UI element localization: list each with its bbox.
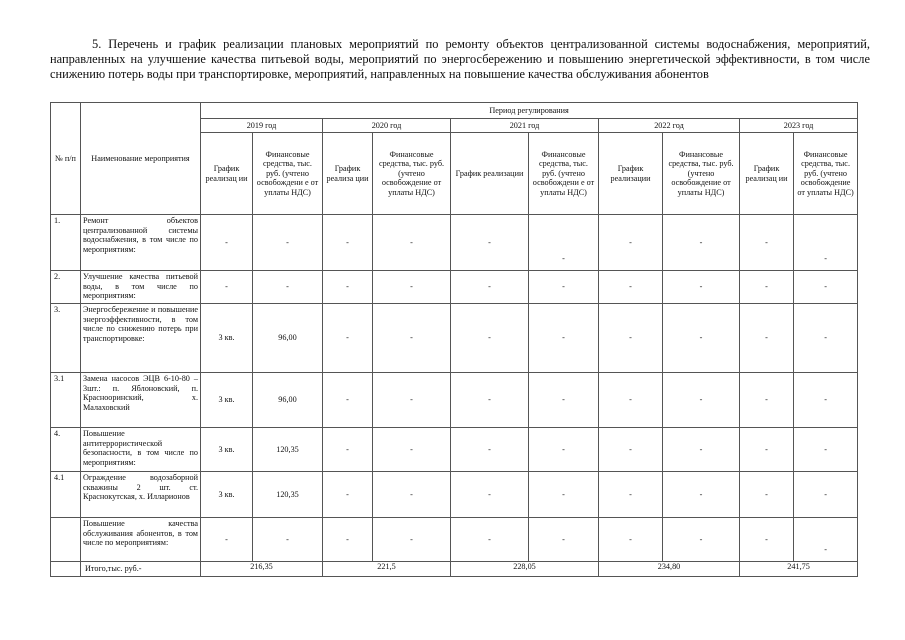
schedule-cell: - xyxy=(201,215,253,271)
table-row xyxy=(51,215,858,271)
finance-cell: - xyxy=(663,215,740,271)
finance-cell: - xyxy=(663,472,740,518)
finance-cell: - xyxy=(529,428,599,472)
finance-cell: - xyxy=(373,428,451,472)
schedule-cell: - xyxy=(323,304,373,373)
schedule-header: График реализации xyxy=(451,133,529,215)
year-header: 2021 год xyxy=(451,119,599,133)
schedule-cell: - xyxy=(740,518,794,562)
finance-cell: - xyxy=(373,271,451,304)
finance-cell: 120,35 xyxy=(253,428,323,472)
row-name: Улучшение качества питьевой воды, в том числе по мероприятиям: xyxy=(81,271,201,304)
schedule-cell: - xyxy=(201,271,253,304)
finance-header: Финансовые средства, тыс. руб. (учтено освобождени е от уплаты НДС) xyxy=(253,133,323,215)
row-number: 4. xyxy=(51,428,81,472)
finance-cell: - xyxy=(794,428,858,472)
finance-cell: - xyxy=(794,373,858,428)
total-value: 216,35 xyxy=(201,562,323,577)
finance-cell: - xyxy=(373,304,451,373)
finance-header: Финансовые средства, тыс. руб. (учтено освобождение от уплаты НДС) xyxy=(663,133,740,215)
plan-table xyxy=(50,102,858,577)
year-header: 2020 год xyxy=(323,119,451,133)
schedule-cell: - xyxy=(451,472,529,518)
col-header-name: Наименование мероприятия xyxy=(81,103,201,215)
table-row xyxy=(51,518,858,562)
row-name: Ремонт объектов централизованной системы водоснабжения, в том числе по мероприятиям: xyxy=(81,215,201,271)
finance-cell: - xyxy=(529,518,599,562)
finance-cell: - xyxy=(663,271,740,304)
schedule-cell: - xyxy=(599,428,663,472)
schedule-cell: - xyxy=(740,472,794,518)
schedule-cell: 3 кв. xyxy=(201,472,253,518)
schedule-header: График реализации xyxy=(599,133,663,215)
finance-header: Финансовые средства, тыс. руб. (учтено освобождение от уплаты НДС) xyxy=(373,133,451,215)
schedule-cell: - xyxy=(201,518,253,562)
finance-cell: - xyxy=(529,472,599,518)
row-name: Ограждение водозаборной скважины 2 шт. ст. Краснокутская, х. Илларионов xyxy=(81,472,201,518)
year-header: 2019 год xyxy=(201,119,323,133)
finance-cell: - xyxy=(253,518,323,562)
schedule-header: График реализац ии xyxy=(740,133,794,215)
row-number: 4.1 xyxy=(51,472,81,518)
schedule-cell: - xyxy=(740,215,794,271)
row-number: 2. xyxy=(51,271,81,304)
schedule-cell: - xyxy=(323,215,373,271)
schedule-cell: - xyxy=(740,428,794,472)
schedule-cell: - xyxy=(740,373,794,428)
total-value: 234,80 xyxy=(599,562,740,577)
finance-cell: - xyxy=(794,472,858,518)
finance-cell: - xyxy=(253,215,323,271)
table-row xyxy=(51,271,858,304)
page-heading: 5. Перечень и график реализации плановых мероприятий по ремонту объектов централизованной системы водоснабжения, мероприятий, направленных на улучшение качества питьевой воды, мероприятий по энергосбережению и повышению энергетической эффективности, в том числе снижению потерь воды при транспортировке, мероприятий, направленных на повышение качества обслуживания абонентов xyxy=(50,37,870,81)
row-number: 1. xyxy=(51,215,81,271)
schedule-header: График реализац ии xyxy=(201,133,253,215)
finance-header: Финансовые средства, тыс. руб. (учтено освобождени е от уплаты НДС) xyxy=(529,133,599,215)
schedule-cell: - xyxy=(451,304,529,373)
finance-cell: - xyxy=(253,271,323,304)
finance-cell: - xyxy=(663,428,740,472)
finance-cell: - xyxy=(663,518,740,562)
finance-cell: - xyxy=(663,304,740,373)
schedule-cell: - xyxy=(323,518,373,562)
total-label: Итого,тыс. руб.- xyxy=(81,562,201,577)
schedule-cell: 3 кв. xyxy=(201,428,253,472)
row-name: Замена насосов ЭЦВ 6-10-80 – 3шт.: п. Яблоновский, п. Краснооринский, х. Малаховский xyxy=(81,373,201,428)
row-number xyxy=(51,518,81,562)
finance-cell: - xyxy=(794,518,858,562)
schedule-cell: - xyxy=(451,271,529,304)
row-name: Энергосбережение и повышение энергоэффективности, в том числе по снижению потерь при транспортировке: xyxy=(81,304,201,373)
finance-cell: - xyxy=(373,472,451,518)
table-row xyxy=(51,428,858,472)
schedule-cell: - xyxy=(451,215,529,271)
row-number: 3.1 xyxy=(51,373,81,428)
finance-cell: - xyxy=(373,373,451,428)
schedule-cell: - xyxy=(323,428,373,472)
schedule-cell: 3 кв. xyxy=(201,373,253,428)
finance-cell: - xyxy=(373,518,451,562)
schedule-cell: - xyxy=(451,518,529,562)
row-number: 3. xyxy=(51,304,81,373)
table-row xyxy=(51,472,858,518)
finance-cell: - xyxy=(663,373,740,428)
schedule-cell: - xyxy=(599,271,663,304)
finance-cell: - xyxy=(373,215,451,271)
total-row xyxy=(51,562,858,577)
finance-cell: - xyxy=(794,271,858,304)
schedule-cell: - xyxy=(323,271,373,304)
table-row xyxy=(51,304,858,373)
schedule-cell: - xyxy=(599,304,663,373)
finance-cell: 96,00 xyxy=(253,373,323,428)
schedule-cell: - xyxy=(740,271,794,304)
period-header: Период регулирования xyxy=(201,103,858,119)
col-header-num: № п/п xyxy=(51,103,81,215)
schedule-cell: - xyxy=(740,304,794,373)
schedule-cell: - xyxy=(451,373,529,428)
finance-cell: - xyxy=(529,215,599,271)
finance-cell: - xyxy=(529,373,599,428)
schedule-cell: - xyxy=(599,215,663,271)
schedule-cell: - xyxy=(323,472,373,518)
finance-cell: 120,35 xyxy=(253,472,323,518)
total-value: 241,75 xyxy=(740,562,858,577)
year-header: 2023 год xyxy=(740,119,858,133)
total-value: 228,05 xyxy=(451,562,599,577)
finance-cell: - xyxy=(794,215,858,271)
schedule-cell: 3 кв. xyxy=(201,304,253,373)
schedule-cell: - xyxy=(599,518,663,562)
finance-cell: - xyxy=(794,304,858,373)
schedule-cell: - xyxy=(451,428,529,472)
finance-cell: 96,00 xyxy=(253,304,323,373)
total-value: 221,5 xyxy=(323,562,451,577)
schedule-cell: - xyxy=(599,472,663,518)
row-name: Повышение антитеррористической безопасности, в том числе по мероприятиям: xyxy=(81,428,201,472)
table-row xyxy=(51,373,858,428)
schedule-cell: - xyxy=(323,373,373,428)
schedule-header: График реализа ции xyxy=(323,133,373,215)
finance-header: Финансовые средства, тыс. руб. (учтено освобождение от уплаты НДС) xyxy=(794,133,858,215)
row-name: Повышение качества обслуживания абонентов, в том числе по мероприятиям: xyxy=(81,518,201,562)
schedule-cell: - xyxy=(599,373,663,428)
finance-cell: - xyxy=(529,304,599,373)
year-header: 2022 год xyxy=(599,119,740,133)
finance-cell: - xyxy=(529,271,599,304)
